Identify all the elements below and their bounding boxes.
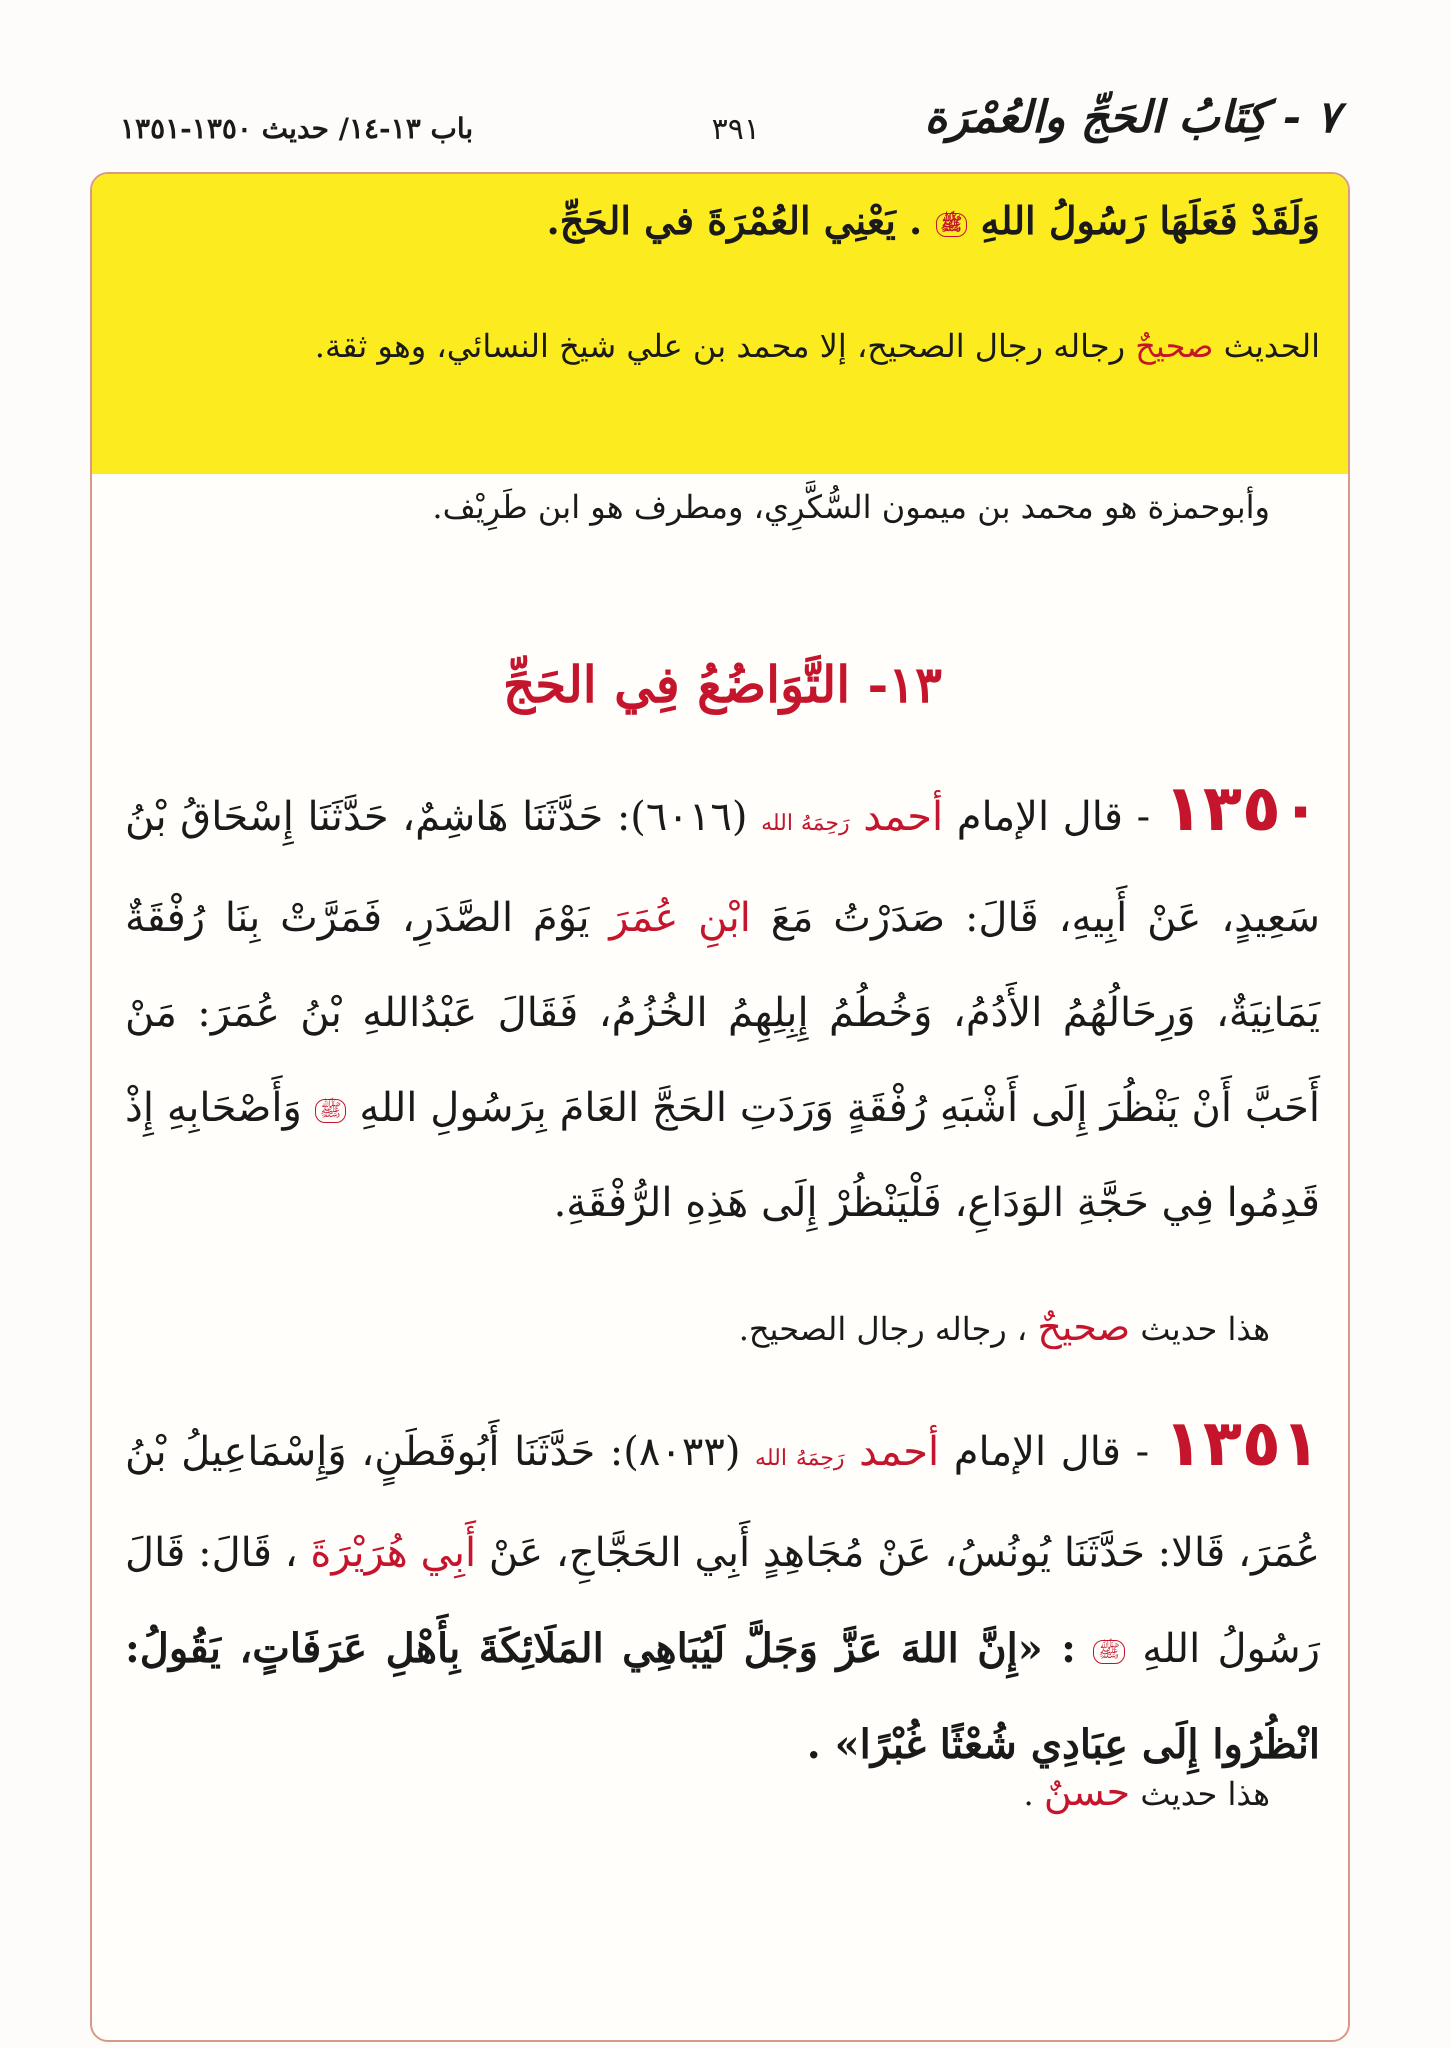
hadith-number: ١٣٥١ bbox=[1163, 1407, 1321, 1481]
grading-word: حسنٌ bbox=[1043, 1770, 1131, 1814]
grading-rest: رجاله رجال الصحيح، إلا محمد بن علي شيخ النسائي، وهو ثقة. bbox=[314, 327, 1126, 365]
imam-name: أحمد bbox=[863, 794, 944, 840]
grading-rest: ، رجاله رجال الصحيح. bbox=[738, 1310, 1028, 1348]
highlight-text-b: . يَعْنِي العُمْرَةَ في الحَجِّ. bbox=[546, 198, 923, 243]
grading-prefix: الحديث bbox=[1223, 327, 1320, 365]
grading-prefix: هذا حديث bbox=[1140, 1775, 1270, 1813]
note-abuhamza: وأبوحمزة هو محمد بن ميمون السُّكَّرِي، ومطرف هو ابن طَرِيْف. bbox=[432, 488, 1270, 526]
grading-1351 bbox=[125, 1770, 1320, 1814]
highlight-text-a: وَلَقَدْ فَعَلَهَا رَسُولُ اللهِ bbox=[980, 198, 1320, 243]
section-title: ١٣- التَّوَاضُعُ فِي الحَجِّ bbox=[503, 655, 942, 714]
narrator-abu-hurayra: أَبِي هُرَيْرَةَ bbox=[310, 1530, 477, 1576]
hadith-text: (٦٠١٦): حَدَّثَنَا هَاشِمٌ، حَدَّثَنَا إِسْحَاقُ بْنُ سَعِيدٍ، عَنْ أَبِيهِ، قَالَ: صَدَرْتُ مَعَ bbox=[125, 794, 1320, 941]
hadith-text: ، قَالَ: قَالَ رَسُولُ اللهِ bbox=[125, 1530, 1320, 1672]
hadith-1351 bbox=[125, 1397, 1320, 1793]
hadith-number: ١٣٥٠ bbox=[1163, 772, 1321, 846]
highlight-grading bbox=[125, 308, 1320, 384]
page-header bbox=[120, 92, 1340, 162]
hadith-text: - قال الإمام bbox=[956, 794, 1151, 840]
hadith-1350 bbox=[125, 762, 1320, 1251]
seal-icon: ﷺ bbox=[936, 213, 968, 237]
grading-1350 bbox=[125, 1305, 1320, 1349]
grading-prefix: هذا حديث bbox=[1140, 1310, 1270, 1348]
hadith-quote: : «إِنَّ اللهَ عَزَّ وَجَلَّ لَيُبَاهِي المَلَائِكَةَ بِأَهْلِ عَرَفَاتٍ، يَقُولُ: انْظُرُوا إِلَى عِبَادِي شُعْثًا غُبْرًا» . bbox=[125, 1625, 1320, 1768]
hadith-text: يَوْمَ الصَّدَرِ، فَمَرَّتْ بِنَا رُفْقَةٌ يَمَانِيَةٌ، وَرِحَالُهُمُ الأَدُمُ، وَخُطُمُ إِبِلِهِمُ الخُزُمُ، فَقَالَ عَبْدُاللهِ بْنُ عُمَرَ: مَنْ أَحَبَّ أَنْ يَنْظُرَ إِلَى أَشْبَهِ رُفْقَةٍ وَرَدَتِ الحَجَّ العَامَ بِرَسُولِ اللهِ bbox=[125, 895, 1320, 1131]
chapter-title: ٧ - كِتَابُ الحَجِّ والعُمْرَة bbox=[924, 92, 1340, 143]
honorific: رَحِمَهُ الله bbox=[755, 1446, 845, 1471]
grading-rest: . bbox=[1023, 1775, 1034, 1813]
hadith-text: وَأَصْحَابِهِ إِذْ قَدِمُوا فِي حَجَّةِ الوَدَاعِ، فَلْيَنْظُرْ إِلَى هَذِهِ الرُّفْقَةِ. bbox=[125, 1085, 1320, 1226]
narrator-ibn-umar: ابْنِ عُمَرَ bbox=[609, 895, 751, 941]
hadith-text: - قال الإمام bbox=[953, 1429, 1150, 1475]
honorific: رَحِمَهُ الله bbox=[761, 811, 850, 836]
imam-name: أحمد bbox=[859, 1429, 940, 1475]
header-range: باب ١٣-١٤/ حديث ١٣٥٠-١٣٥١ bbox=[120, 112, 474, 145]
highlight-line bbox=[125, 198, 1320, 243]
grading-word: صحيحٌ bbox=[1135, 327, 1214, 365]
grading-word: صحيحٌ bbox=[1037, 1305, 1131, 1349]
seal-icon: ﷺ bbox=[1093, 1640, 1125, 1664]
hadith-text: (٨٠٣٣): حَدَّثَنَا أَبُوقَطَنٍ، وَإِسْمَاعِيلُ بْنُ عُمَرَ، قَالا: حَدَّثَنَا يُونُسُ، عَنْ مُجَاهِدٍ أَبِي الحَجَّاجِ، عَنْ bbox=[125, 1429, 1321, 1576]
page-number: ٣٩١ bbox=[711, 112, 760, 147]
seal-icon: ﷺ bbox=[315, 1099, 347, 1123]
